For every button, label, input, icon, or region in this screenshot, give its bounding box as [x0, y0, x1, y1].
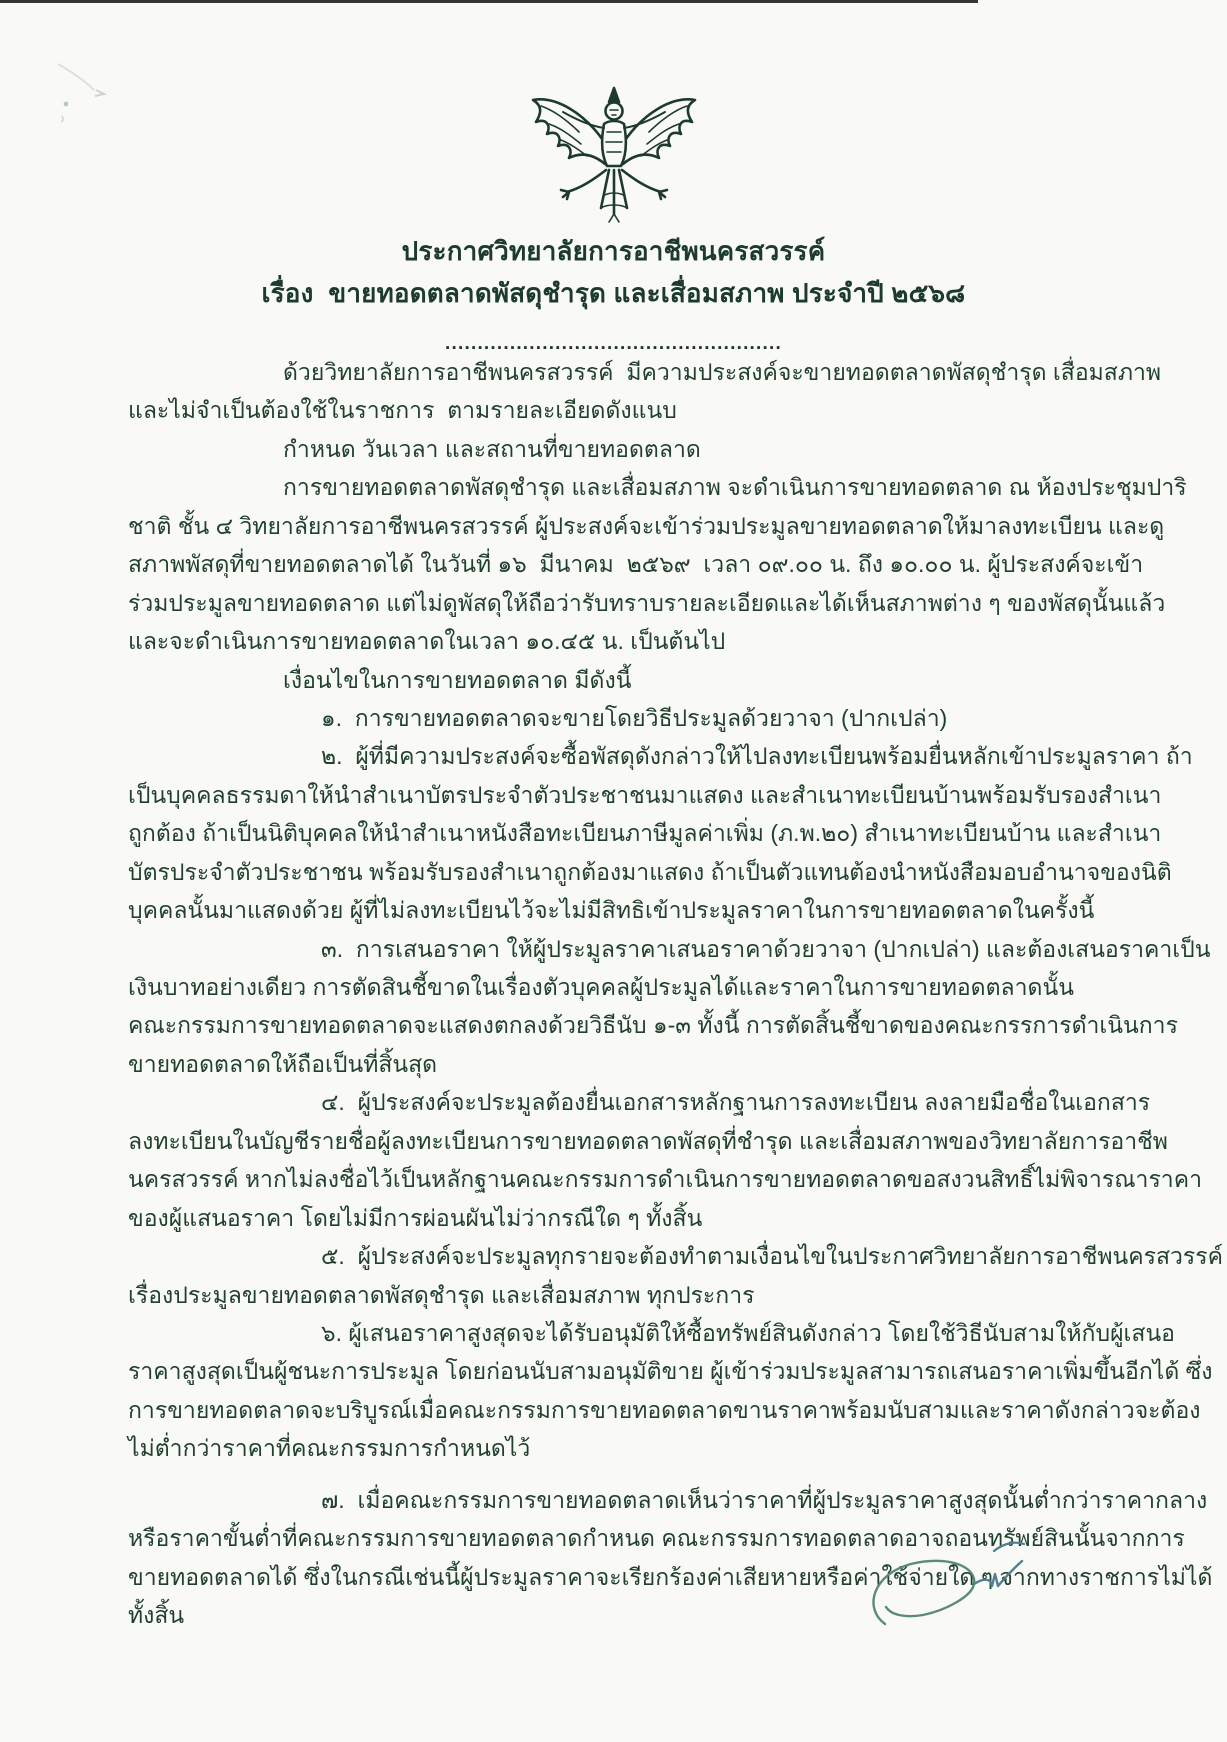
document-line: หรือราคาขั้นต่ำที่คณะกรรมการขายทอดตลาดกำหนด คณะกรรมการทอดตลาดอาจถอนทรัพย์สินนั้นจากการ: [128, 1525, 1185, 1552]
document-line: ๔. ผู้ประสงค์จะประมูลต้องยื่นเอกสารหลักฐานการลงทะเบียน ลงลายมือชื่อในเอกสาร: [321, 1089, 1151, 1116]
document-line: ของผู้แสนอราคา โดยไม่มีการผ่อนผันไม่ว่ากรณีใด ๆ ทั้งสิ้น: [128, 1204, 703, 1231]
document-line: ถูกต้อง ถ้าเป็นนิติบุคคลให้นำสำเนาหนังสือทะเบียนภาษีมูลค่าเพิ่ม (ภ.พ.๒๐) สำเนาทะเบียนบ้าน และสำเนา: [128, 820, 1162, 847]
document-line: ราคาสูงสุดเป็นผู้ชนะการประมูล โดยก่อนนับสามอนุมัติขาย ผู้เข้าร่วมประมูลสามารถเสนอราคาเพิ่มขึ้นอีกได้ ซึ่ง: [128, 1358, 1213, 1385]
divider-dots: ....................................................: [445, 333, 782, 354]
document-line: ขายทอดตลาดให้ถือเป็นที่สิ้นสุด: [128, 1050, 438, 1077]
document-line: บุคคลนั้นมาแสดงด้วย ผู้ที่ไม่ลงทะเบียนไว้จะไม่มีสิทธิเข้าประมูลราคาในการขายทอดตลาดในครั้งนี้: [128, 897, 1095, 924]
announcement-title: ประกาศวิทยาลัยการอาชีพนครสวรรค์: [401, 236, 826, 266]
handwritten-signature: [845, 1528, 1035, 1658]
document-line: ๒. ผู้ที่มีความประสงค์จะซื้อพัสดุดังกล่าวให้ไปลงทะเบียนพร้อมยื่นหลักเข้าประมูลราคา ถ้า: [321, 743, 1193, 770]
document-line: ๕. ผู้ประสงค์จะประมูลทุกรายจะต้องทำตามเงื่อนไขในประกาศวิทยาลัยการอาชีพนครสวรรค์: [321, 1243, 1223, 1270]
document-line: นครสวรรค์ หากไม่ลงชื่อไว้เป็นหลักฐานคณะกรรมการดำเนินการขายทอดตลาดขอสงวนสิทธิ์ไม่พิจารณาราคา: [128, 1166, 1203, 1193]
garuda-emblem: [511, 84, 717, 230]
document-line: คณะกรรมการขายทอดตลาดจะแสดงตกลงด้วยวิธีนับ ๑-๓ ทั้งนี้ การตัดสิ้นชี้ขาดของคณะกรรการดำเนินการ: [128, 1012, 1178, 1039]
document-line: ชาติ ชั้น ๔ วิทยาลัยการอาชีพนครสวรรค์ ผู้ประสงค์จะเข้าร่วมประมูลขายทอดตลาดให้มาลงทะเบียน และดู: [128, 512, 1165, 539]
document-line: เงินบาทอย่างเดียว การตัดสินชี้ขาดในเรื่องตัวบุคคลผู้ประมูลได้และราคาในการขายทอดตลาดนั้น: [128, 974, 1074, 1000]
announcement-subject: เรื่อง ขายทอดตลาดพัสดุชำรุด และเสื่อมสภาพ ประจำปี ๒๕๖๘: [261, 278, 966, 308]
document-line: เรื่องประมูลขายทอดตลาดพัสดุชำรุด และเสื่อมสภาพ ทุกประการ: [128, 1281, 755, 1308]
announcement-header: [0, 230, 1227, 314]
document-line: เป็นบุคคลธรรมดาให้นำสำเนาบัตรประจำตัวประชาชนมาแสดง และสำเนาทะเบียนบ้านพร้อมรับรองสำเนา: [128, 781, 1162, 808]
document-line: ร่วมประมูลขายทอดตลาด แต่ไม่ดูพัสดุให้ถือว่ารับทราบรายละเอียดและได้เห็นสภาพต่าง ๆ ของพัสดุนั้นแล้ว: [128, 589, 1166, 616]
document-line: เงื่อนไขในการขายทอดตลาด มีดังนี้: [283, 666, 632, 693]
document-line: ๖. ผู้เสนอราคาสูงสุดจะได้รับอนุมัติให้ซื้อทรัพย์สินดังกล่าว โดยใช้วิธีนับสามให้กับผู้เสนอ: [321, 1319, 1175, 1346]
document-line: ไม่ต่ำกว่าราคาที่คณะกรรมการกำหนดไว้: [128, 1435, 531, 1462]
document-body: [128, 353, 1223, 1634]
document-line: และจะดำเนินการขายทอดตลาดในเวลา ๑๐.๔๕ น. เป็นต้นไป: [128, 628, 726, 655]
document-line: การขายทอดตลาดพัสดุชำรุด และเสื่อมสภาพ จะดำเนินการขายทอดตลาด ณ ห้องประชุมปาริ: [283, 474, 1187, 501]
document-line: และไม่จำเป็นต้องใช้ในราชการ ตามรายละเอียดดังแนบ: [128, 397, 677, 424]
document-line: ทั้งสิ้น: [128, 1602, 185, 1628]
document-line: กำหนด วันเวลา และสถานที่ขายทอดตลาด: [283, 435, 701, 462]
document-line: สภาพพัสดุที่ขายทอดตลาดได้ ในวันที่ ๑๖ มีนาคม ๒๕๖๙ เวลา ๐๙.๐๐ น. ถึง ๑๐.๐๐ น. ผู้ประสงค์จะเข้า: [128, 551, 1144, 578]
pencil-smudge-marks: [0, 0, 220, 140]
document-line: บัตรประจำตัวประชาชน พร้อมรับรองสำเนาถูกต้องมาแสดง ถ้าเป็นตัวแทนต้องนำหนังสือมอบอำนาจของนิติ: [128, 858, 1172, 885]
document-line: ด้วยวิทยาลัยการอาชีพนครสวรรค์ มีความประสงค์จะขายทอดตลาดพัสดุชำรุด เสื่อมสภาพ: [283, 359, 1162, 385]
document-line: ๗. เมื่อคณะกรรมการขายทอดตลาดเห็นว่าราคาที่ผู้ประมูลราคาสูงสุดนั้นต่ำกว่าราคากลาง: [321, 1486, 1208, 1513]
document-line: ๓. การเสนอราคา ให้ผู้ประมูลราคาเสนอราคาด้วยวาจา (ปากเปล่า) และต้องเสนอราคาเป็น: [321, 935, 1211, 962]
document-line: ๑. การขายทอดตลาดจะขายโดยวิธีประมูลด้วยวาจา (ปากเปล่า): [321, 704, 948, 731]
document-line: การขายทอดตลาดจะบริบูรณ์เมื่อคณะกรรมการขายทอดตลาดขานราคาพร้อมนับสามและราคาดังกล่าวจะต้อง: [128, 1396, 1201, 1423]
document-line: ขายทอดตลาดได้ ซึ่งในกรณีเช่นนี้ผู้ประมูลราคาจะเรียกร้องค่าเสียหายหรือค่าใช้จ่ายใด ๆ จากทางราชการไม่ได้: [128, 1563, 1213, 1590]
document-line: ลงทะเบียนในบัญชีรายชื่อผู้ลงทะเบียนการขายทอดตลาดพัสดุที่ชำรุด และเสื่อมสภาพของวิทยาลัยการอาชีพ: [128, 1127, 1168, 1154]
